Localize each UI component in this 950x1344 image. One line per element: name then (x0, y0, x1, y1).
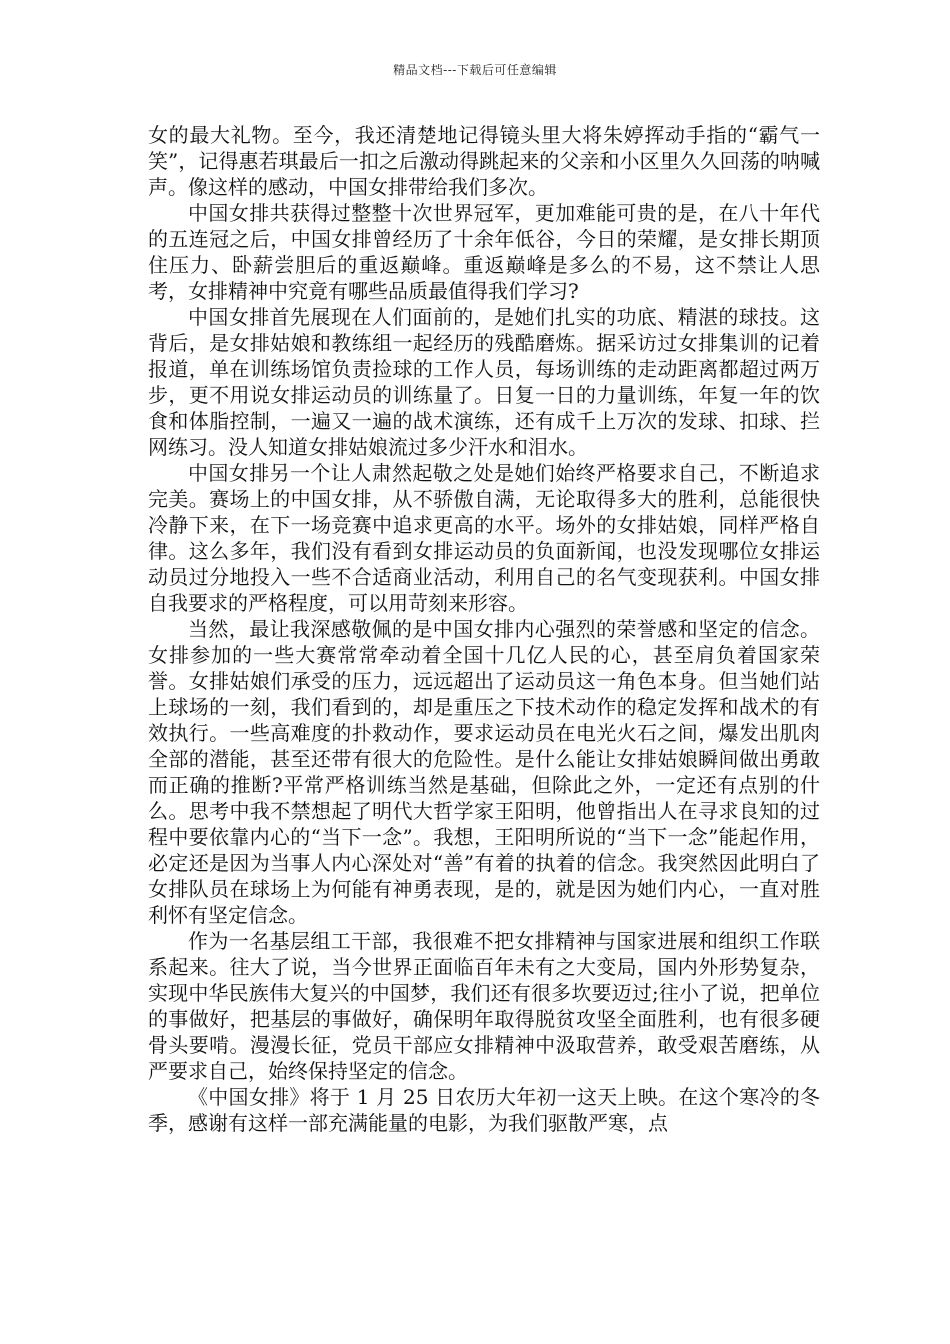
paragraph: 当然，最让我深感敬佩的是中国女排内心强烈的荣誉感和坚定的信念。女排参加的一些大赛常常牵动着全国十几亿人民的心，甚至肩负着国家荣誉。女排姑娘们承受的压力，远远超出了运动员这一角色本身。但当她们站上球场的一刻，我们看到的，却是重压之下技术动作的稳定发挥和战术的有效执行。一些高难度的扑救动作，要求运动员在电光火石之间，爆发出肌肉全部的潜能，甚至还带有很大的危险性。是什么能让女排姑娘瞬间做出勇敢而正确的推断?平常严格训练当然是基础，但除此之外，一定还有点别的什么。思考中我不禁想起了明代大哲学家王阳明，他曾指出人在寻求良知的过程中要依靠内心的“当下一念”。我想，王阳明所说的“当下一念”能起作用，必定还是因为当事人内心深处对“善”有着的执着的信念。我突然因此明白了女排队员在球场上为何能有神勇表现，是的，就是因为她们内心，一直对胜利怀有坚定信念。 (148, 617, 820, 927)
paragraph: 中国女排共获得过整整十次世界冠军，更加难能可贵的是，在八十年代的五连冠之后，中国女排曾经历了十余年低谷，今日的荣耀，是女排长期顶住压力、卧薪尝胆后的重返巅峰。重返巅峰是多么的不易，这不禁让人思考，女排精神中究竟有哪些品质最值得我们学习? (148, 201, 820, 303)
paragraph: 《中国女排》将于 1 月 25 日农历大年初一这天上映。在这个寒冷的冬季，感谢有这样一部充满能量的电影，为我们驱散严寒，点 (148, 1085, 820, 1135)
paragraph: 中国女排另一个让人肃然起敬之处是她们始终严格要求自己，不断追求完美。赛场上的中国女排，从不骄傲自满，无论取得多大的胜利，总能很快冷静下来，在下一场竞赛中追求更高的水平。场外的女排姑娘，同样严格自律。这么多年，我们没有看到女排运动员的负面新闻，也没发现哪位女排运动员过分地投入一些不合适商业活动，利用自己的名气变现获利。中国女排自我要求的严格程度，可以用苛刻来形容。 (148, 461, 820, 615)
paragraph: 作为一名基层组工干部，我很难不把女排精神与国家进展和组织工作联系起来。往大了说，当今世界正面临百年未有之大变局，国内外形势复杂，实现中华民族伟大复兴的中国梦，我们还有很多坎要迈过;往小了说，把单位的事做好，把基层的事做好，确保明年取得脱贫攻坚全面胜利，也有很多硬骨头要啃。漫漫长征，党员干部应女排精神中汲取营养，敢受艰苦磨练，从严要求自己，始终保持坚定的信念。 (148, 929, 820, 1083)
paragraph: 女的最大礼物。至今，我还清楚地记得镜头里大将朱婷挥动手指的“霸气一笑”，记得惠若琪最后一扣之后激动得跳起来的父亲和小区里久久回荡的呐喊声。像这样的感动，中国女排带给我们多次。 (148, 123, 820, 199)
paragraph: 中国女排首先展现在人们面前的，是她们扎实的功底、精湛的球技。这背后，是女排姑娘和教练组一起经历的残酷磨炼。据采访过女排集训的记着报道，单在训练场馆负责捡球的工作人员，每场训练的走动距离都超过两万步，更不用说女排运动员的训练量了。日复一日的力量训练，年复一年的饮食和体脂控制，一遍又一遍的战术演练，还有成千上万次的发球、扣球、拦网练习。没人知道女排姑娘流过多少汗水和泪水。 (148, 305, 820, 459)
article-body (148, 122, 820, 1136)
page-header: 精品文档---下载后可任意编辑 (393, 63, 557, 77)
